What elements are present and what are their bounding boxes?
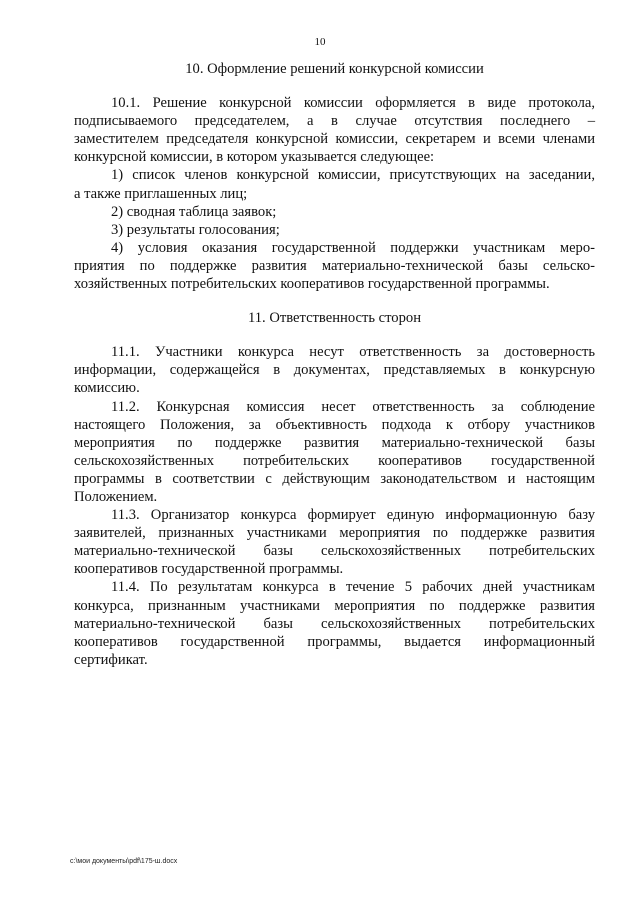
text-line: 11.1. Участники конкурса несут ответственность за достоверность [111,344,595,361]
list-item-2 [74,203,595,221]
list-item-1 [74,166,595,202]
file-path-footer: c:\мои документы\pdf\175-ш.docx [70,858,178,865]
text-line: хозяйственных потребительских кооперативов государственной программы. [74,276,550,293]
paragraph-11-3 [74,506,595,578]
paragraph-11-4 [74,578,595,668]
text-line: сельскохозяйственных потребительских кооперативов государственной [74,452,595,469]
text-line: конкурсной комиссии, в котором указывается следующее: [74,149,435,166]
text-line: приятия по поддержке развития материально-технической базы сельско- [74,257,595,274]
text-line: 1) список членов конкурсной комиссии, присутствующих на заседании, [111,167,595,184]
text-line: 11.2. Конкурсная комиссия несет ответственность за соблюдение [111,398,595,415]
text-line: 4) условия оказания государственной поддержки участникам меро- [111,239,595,256]
section-11-heading: 11. Ответственность сторон [247,310,422,327]
text-line: мероприятия по поддержке развития материально-технической базы [74,434,595,451]
text-line: 10.1. Решение конкурсной комиссии оформляется в виде протокола, [111,95,595,112]
text-line: программы в соответствии с действующим законодательством и настоящим [74,470,595,487]
text-line: заместителем председателя конкурсной комиссии, секретарем и всеми членами [74,131,595,148]
text-line: материально-технической базы сельскохозяйственных потребительских [74,615,595,632]
paragraph-10-1 [74,94,595,166]
text-line: заявителей, признанных участниками мероприятия по поддержке развития [74,525,595,542]
text-line: Положением. [74,488,158,505]
list-item-3 [74,221,595,239]
text-line: материально-технической базы сельскохозяйственных потребительских [74,543,595,560]
paragraph-11-1 [74,343,595,397]
text-line: настоящего Положения, за объективность подхода к отбору участников [74,416,595,433]
paragraph-11-2 [74,398,595,507]
text-line: сертификат. [74,651,148,668]
text-line: 11.3. Организатор конкурса формирует единую информационную базу [111,507,595,524]
document-body [74,60,595,669]
text-line: 3) результаты голосования; [111,221,280,238]
text-line: 2) сводная таблица заявок; [111,203,277,220]
text-line: а также приглашенных лиц; [74,185,248,202]
page-number: 10 [314,36,326,48]
list-item-4 [74,239,595,293]
text-line: 11.4. По результатам конкурса в течение 5 рабочих дней участникам [111,579,595,596]
text-line: информации, содержащейся в документах, представляемых в конкурсную [74,362,595,379]
text-line: кооперативов государственной программы. [74,561,344,578]
text-line: комиссию. [74,380,140,397]
text-line: подписываемого председателем, а в случае отсутствия последнего – [74,113,595,130]
section-10-heading: 10. Оформление решений конкурсной комиссии [185,61,484,77]
text-line: конкурса, признанным участниками мероприятия по поддержке развития [74,597,595,614]
text-line: кооперативов государственной программы, выдается информационный [74,633,595,650]
